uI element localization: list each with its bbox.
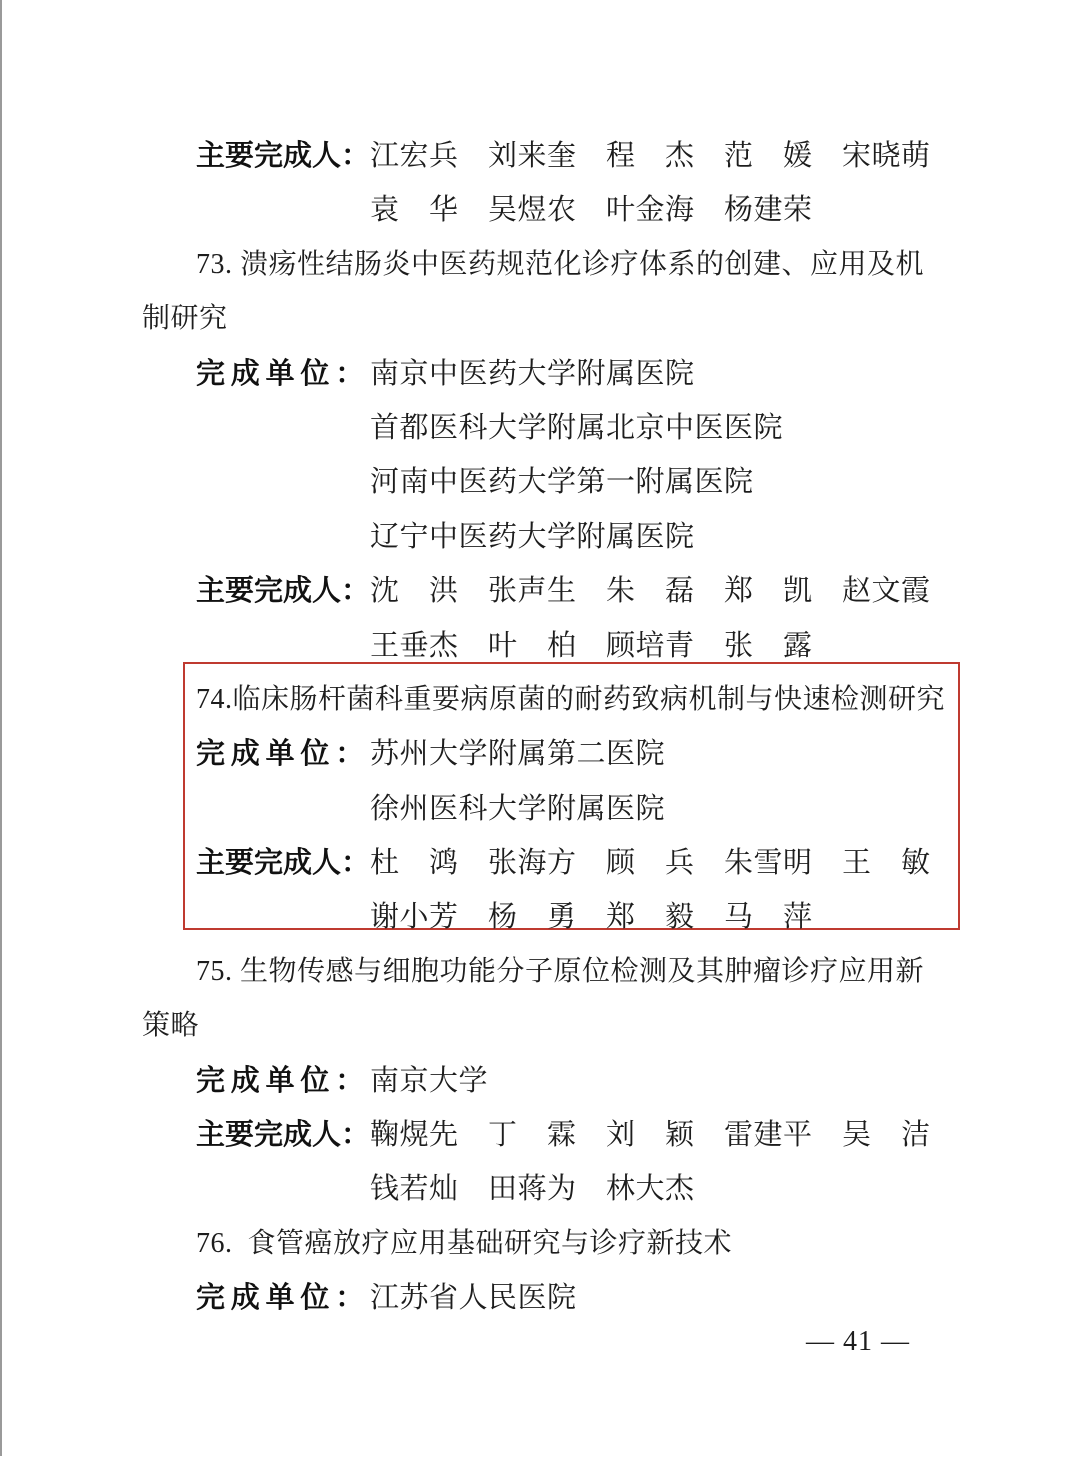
entry74-title: 74.临床肠杆菌科重要病原菌的耐药致病机制与快速检测研究 (196, 683, 946, 715)
persons-label: 主要完成人： (196, 1119, 371, 1152)
scan-edge-line (0, 0, 2, 1456)
entry75-unit-row (142, 1054, 938, 1108)
persons-label: 主要完成人： (196, 575, 371, 608)
entry73-unit-row (142, 347, 938, 401)
entry76-title: 76. 食管癌放疗应用基础研究与诊疗新技术 (196, 1227, 733, 1259)
entry74-unit-row (142, 727, 938, 781)
page-content (142, 129, 946, 1364)
persons-names: 钱若灿 田蒋为 林大杰 (370, 1173, 695, 1206)
unit-name: 南京大学 (370, 1064, 489, 1097)
entry73-unit-row-2 (142, 401, 938, 455)
unit-name: 首都医科大学附属北京中医医院 (370, 411, 784, 444)
entry74-persons-row (142, 836, 938, 890)
unit-label: 完成单位： (196, 357, 371, 390)
persons-names: 沈 洪 张声生 朱 磊 郑 凯 赵文霞 (370, 575, 931, 608)
unit-name: 苏州大学附属第二医院 (370, 738, 666, 771)
entry73-title-line2: 制研究 (142, 303, 228, 335)
entry74-persons-row-2 (142, 890, 938, 944)
entry74-unit-row-2 (142, 782, 938, 836)
persons-label: 主要完成人： (196, 140, 371, 172)
persons-names: 江宏兵 刘来奎 程 杰 范 媛 宋晓萌 (370, 140, 931, 172)
entry73-persons-row (142, 564, 938, 618)
unit-label: 完成单位： (196, 1064, 371, 1097)
persons-label: 主要完成人： (196, 847, 371, 880)
entry76-unit-row (142, 1271, 938, 1325)
entry73-persons-row-2 (142, 619, 938, 673)
persons-names: 谢小芳 杨 勇 郑 毅 马 萍 (370, 901, 813, 934)
unit-label: 完成单位： (196, 1282, 371, 1315)
page-number: — 41 — (806, 1325, 910, 1357)
entry75-title-line1: 75. 生物传感与细胞功能分子原位检测及其肿瘤诊疗应用新 (196, 955, 925, 987)
unit-label: 完成单位： (196, 738, 371, 771)
persons-names: 鞠熀先 丁 霖 刘 颖 雷建平 吴 洁 (370, 1119, 931, 1152)
entry72-persons-row (142, 129, 938, 183)
entry75-title-line2: 策略 (142, 1010, 200, 1042)
unit-name: 江苏省人民医院 (370, 1282, 577, 1315)
persons-names: 杜 鸿 张海方 顾 兵 朱雪明 王 敏 (370, 847, 931, 880)
entry73-title-line1: 73. 溃疡性结肠炎中医药规范化诊疗体系的创建、应用及机 (196, 248, 925, 280)
unit-name: 辽宁中医药大学附属医院 (370, 520, 695, 553)
persons-names: 袁 华 吴煜农 叶金海 杨建荣 (370, 194, 813, 227)
unit-name: 徐州医科大学附属医院 (370, 792, 666, 825)
entry72-persons-row-2 (142, 183, 938, 237)
persons-names: 王垂杰 叶 柏 顾培青 张 露 (370, 629, 813, 662)
unit-name: 南京中医药大学附属医院 (370, 357, 695, 390)
unit-name: 河南中医药大学第一附属医院 (370, 466, 754, 499)
entry73-unit-row-4 (142, 510, 938, 564)
entry73-unit-row-3 (142, 455, 938, 509)
entry75-persons-row (142, 1108, 938, 1162)
entry75-persons-row-2 (142, 1162, 938, 1216)
